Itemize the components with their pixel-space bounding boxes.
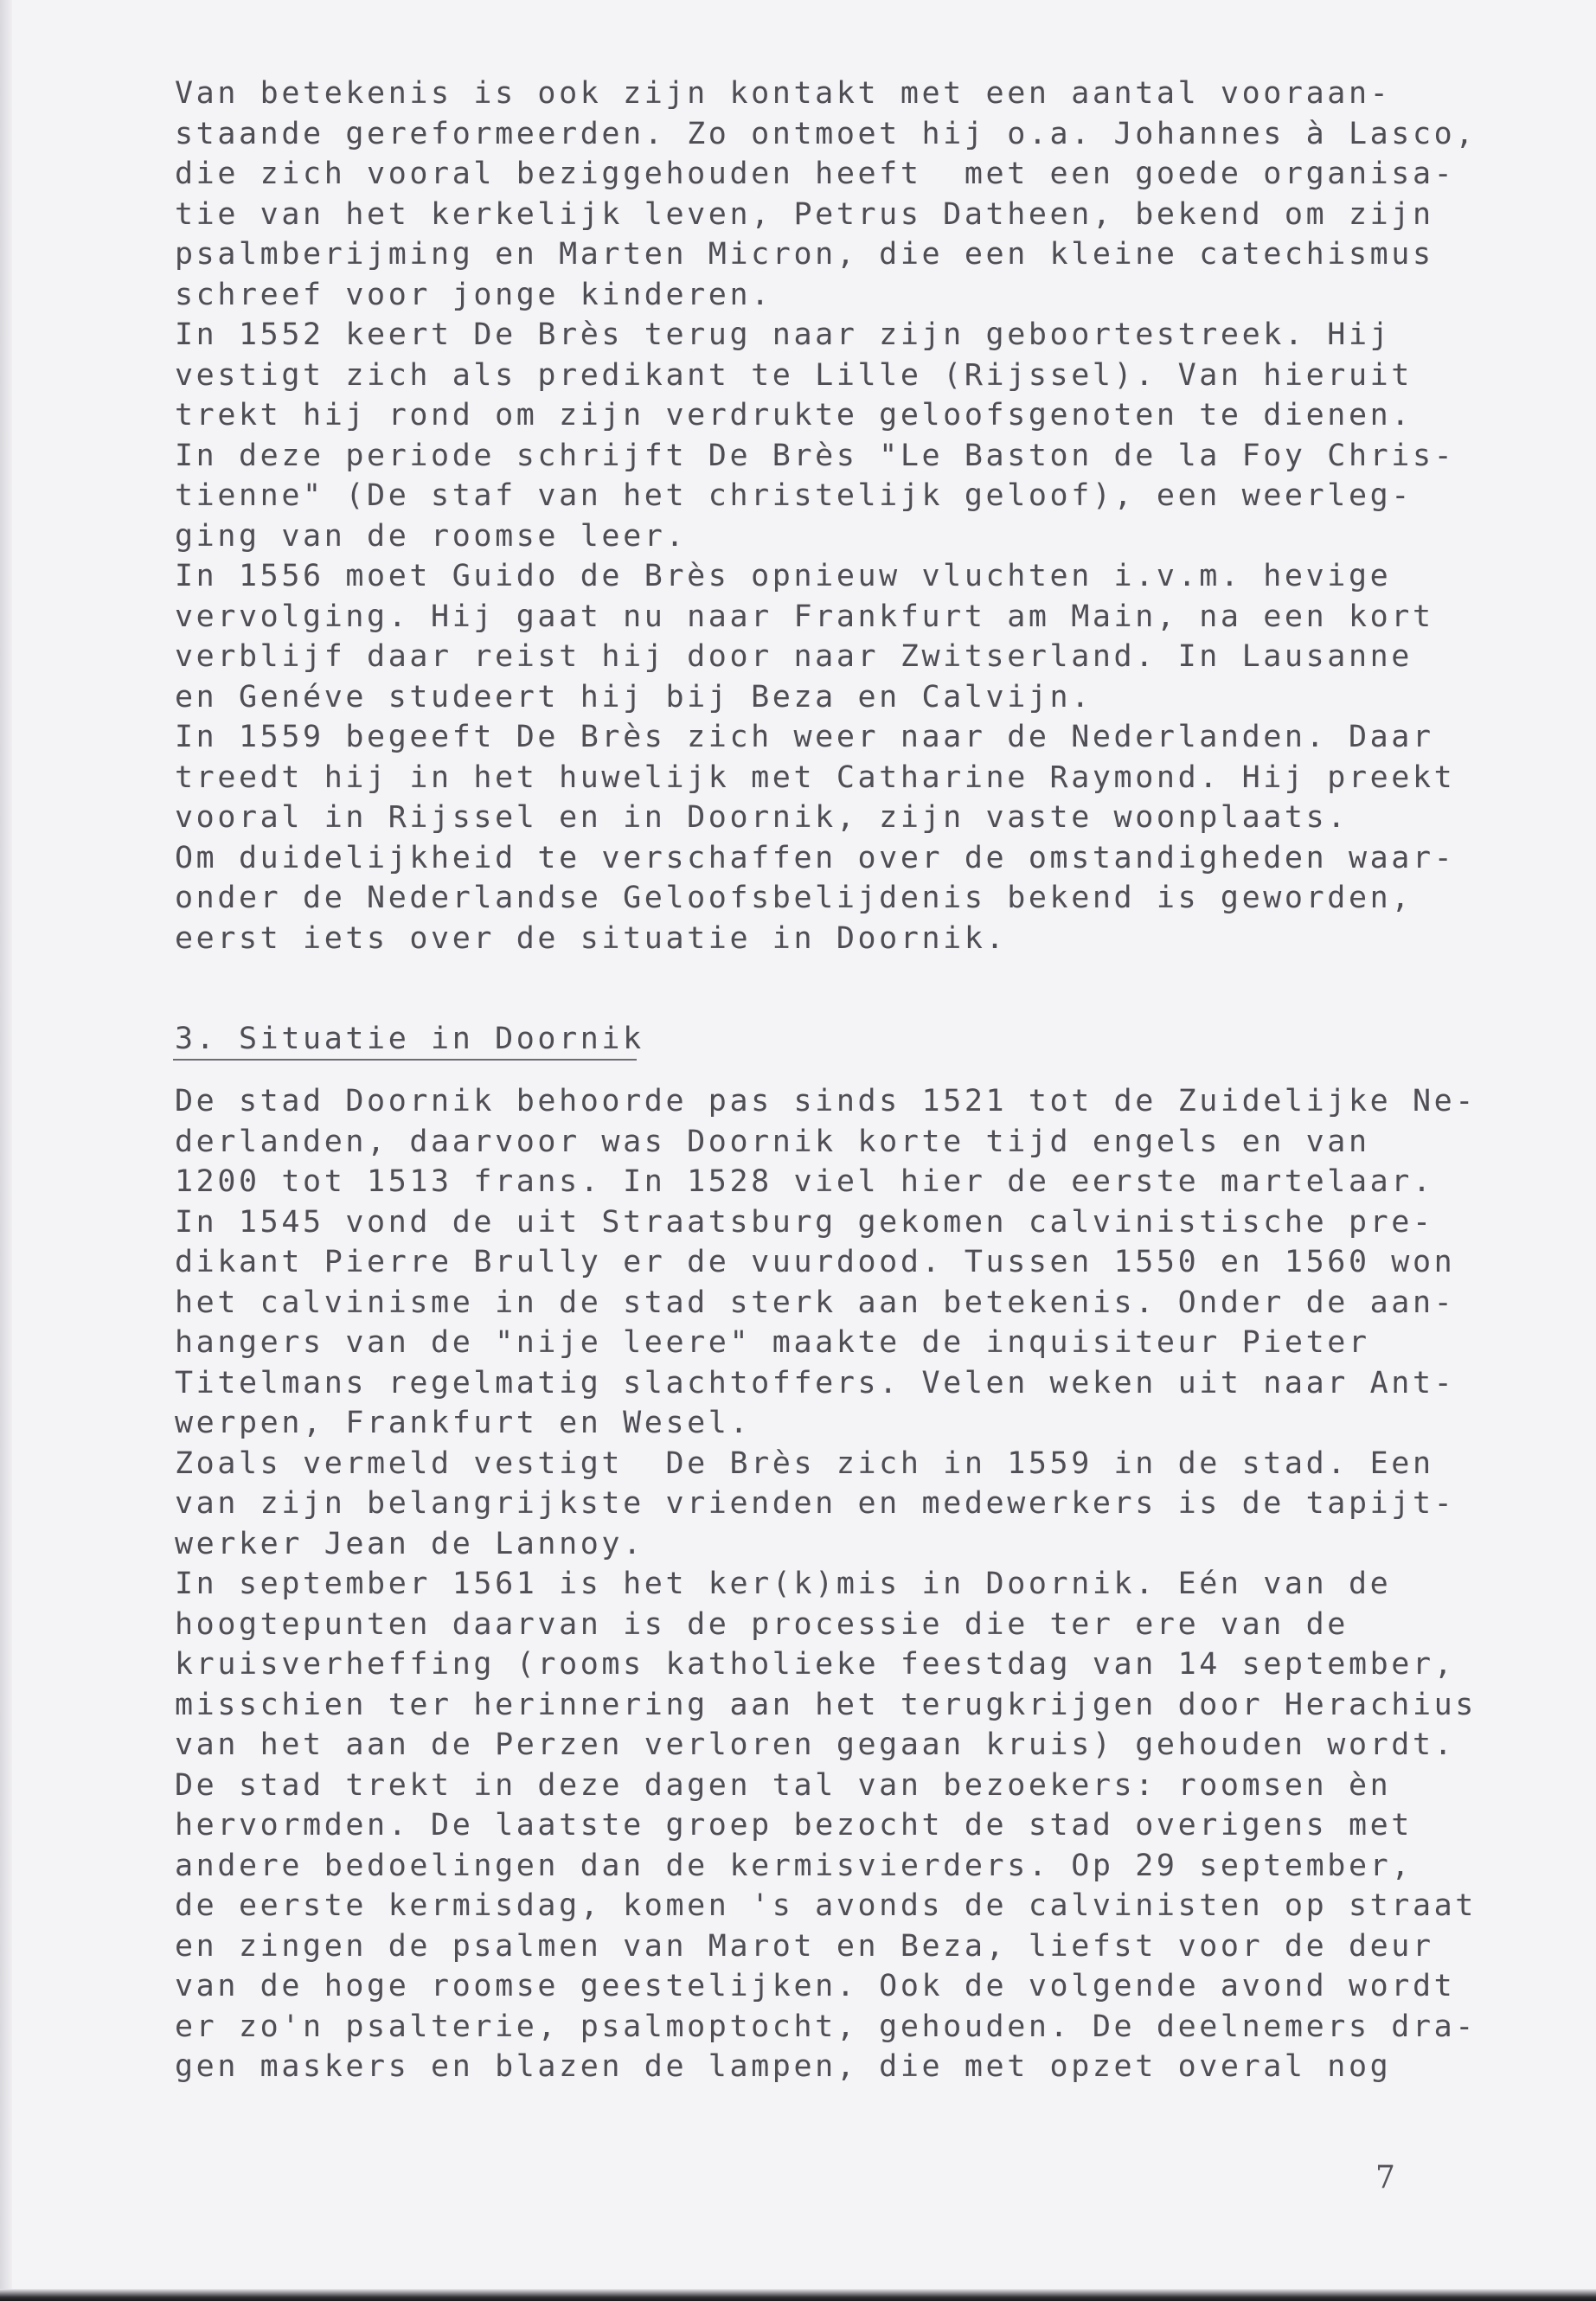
text-line: tie van het kerkelijk leven, Petrus Datheen, bekend om zijn bbox=[175, 196, 1434, 232]
paragraph-block-intro bbox=[175, 74, 1524, 958]
text-line: treedt hij in het huwelijk met Catharine Raymond. Hij preekt bbox=[175, 760, 1456, 795]
text-line: Van betekenis is ook zijn kontakt met een aantal vooraan- bbox=[175, 76, 1392, 111]
text-line: er zo'n psalterie, psalmoptocht, gehouden. De deelnemers dra- bbox=[175, 2009, 1477, 2044]
text-line: De stad trekt in deze dagen tal van bezoekers: roomsen èn bbox=[175, 1767, 1392, 1803]
text-line: vestigt zich als predikant te Lille (Rijssel). Van hieruit bbox=[175, 357, 1413, 393]
text-line: vooral in Rijssel en in Doornik, zijn vaste woonplaats. bbox=[175, 800, 1349, 835]
heading-underline bbox=[173, 1059, 637, 1061]
text-line: Om duidelijkheid te verschaffen over de omstandigheden waar- bbox=[175, 840, 1456, 875]
page-binding-edge bbox=[0, 0, 12, 2301]
text-line: en zingen de psalmen van Marot en Beza, liefst voor de deur bbox=[175, 1928, 1434, 1964]
text-line: werpen, Frankfurt en Wesel. bbox=[175, 1406, 752, 1440]
text-line: Zoals vermeld vestigt De Brès zich in 1559 in de stad. Een bbox=[175, 1445, 1434, 1481]
text-line: hoogtepunten daarvan is de processie die ter ere van de bbox=[175, 1606, 1349, 1642]
text-line: de eerste kermisdag, komen 's avonds de calvinisten op straat bbox=[175, 1888, 1477, 1923]
text-line: onder de Nederlandse Geloofsbelijdenis bekend is geworden, bbox=[175, 881, 1413, 915]
text-line: eerst iets over de situatie in Doornik. bbox=[175, 920, 1008, 956]
text-line: psalmberijming en Marten Micron, die een kleine catechismus bbox=[175, 237, 1434, 272]
page-bottom-edge bbox=[0, 2289, 1596, 2301]
paragraph-block-doornik bbox=[175, 1081, 1524, 2087]
text-line: die zich vooral beziggehouden heeft met een goede organisa- bbox=[175, 157, 1456, 191]
text-line: trekt hij rond om zijn verdrukte geloofsgenoten te dienen. bbox=[175, 398, 1413, 433]
text-line: vervolging. Hij gaat nu naar Frankfurt am Main, na een kort bbox=[175, 599, 1434, 634]
text-line: schreef voor jonge kinderen. bbox=[175, 277, 772, 312]
text-line: In deze periode schrijft De Brès "Le Baston de la Foy Chris- bbox=[175, 438, 1456, 473]
text-line: gen maskers en blazen de lampen, die met opzet overal nog bbox=[175, 2049, 1392, 2084]
page-number: 7 bbox=[1375, 2160, 1395, 2195]
text-line: In september 1561 is het ker(k)mis in Doornik. Eén van de bbox=[175, 1567, 1392, 1601]
text-line: andere bedoelingen dan de kermisvierders. Op 29 september, bbox=[175, 1848, 1413, 1883]
text-line: van de hoge roomse geestelijken. Ook de volgende avond wordt bbox=[175, 1969, 1456, 2003]
text-line: In 1556 moet Guido de Brès opnieuw vluchten i.v.m. hevige bbox=[175, 559, 1392, 593]
text-line: In 1545 vond de uit Straatsburg gekomen calvinistische pre- bbox=[175, 1204, 1434, 1240]
text-line: De stad Doornik behoorde pas sinds 1521 tot de Zuidelijke Ne- bbox=[175, 1084, 1477, 1118]
section-heading: 3. Situatie in Doornik bbox=[175, 1022, 644, 1056]
text-line: ging van de roomse leer. bbox=[175, 518, 688, 554]
text-line: derlanden, daarvoor was Doornik korte tijd engels en van bbox=[175, 1124, 1370, 1159]
text-line: staande gereformeerden. Zo ontmoet hij o.a. Johannes à Lasco, bbox=[175, 116, 1477, 151]
text-line: misschien ter herinnering aan het terugkrijgen door Herachius bbox=[175, 1687, 1477, 1722]
text-line: kruisverheffing (rooms katholieke feestdag van 14 september, bbox=[175, 1647, 1456, 1682]
text-line: Titelmans regelmatig slachtoffers. Velen weken uit naar Ant- bbox=[175, 1365, 1456, 1400]
text-line: werker Jean de Lannoy. bbox=[175, 1526, 644, 1561]
text-line: 1200 tot 1513 frans. In 1528 viel hier de eerste martelaar. bbox=[175, 1164, 1434, 1199]
text-line: hervormden. De laatste groep bezocht de stad overigens met bbox=[175, 1808, 1413, 1843]
text-line: tienne" (De staf van het christelijk geloof), een weerleg- bbox=[175, 478, 1413, 513]
text-line: en Genéve studeert hij bij Beza en Calvijn. bbox=[175, 679, 1093, 715]
text-line: dikant Pierre Brully er de vuurdood. Tussen 1550 en 1560 won bbox=[175, 1245, 1456, 1279]
text-line: van het aan de Perzen verloren gegaan kruis) gehouden wordt. bbox=[175, 1727, 1456, 1762]
text-line: van zijn belangrijkste vrienden en medewerkers is de tapijt- bbox=[175, 1486, 1456, 1521]
text-line: In 1552 keert De Brès terug naar zijn geboortestreek. Hij bbox=[175, 317, 1392, 352]
text-line: In 1559 begeeft De Brès zich weer naar de Nederlanden. Daar bbox=[175, 720, 1434, 754]
text-line: het calvinisme in de stad sterk aan betekenis. Onder de aan- bbox=[175, 1285, 1456, 1320]
text-line: hangers van de "nije leere" maakte de inquisiteur Pieter bbox=[175, 1325, 1370, 1360]
text-line: verblijf daar reist hij door naar Zwitserland. In Lausanne bbox=[175, 639, 1413, 674]
